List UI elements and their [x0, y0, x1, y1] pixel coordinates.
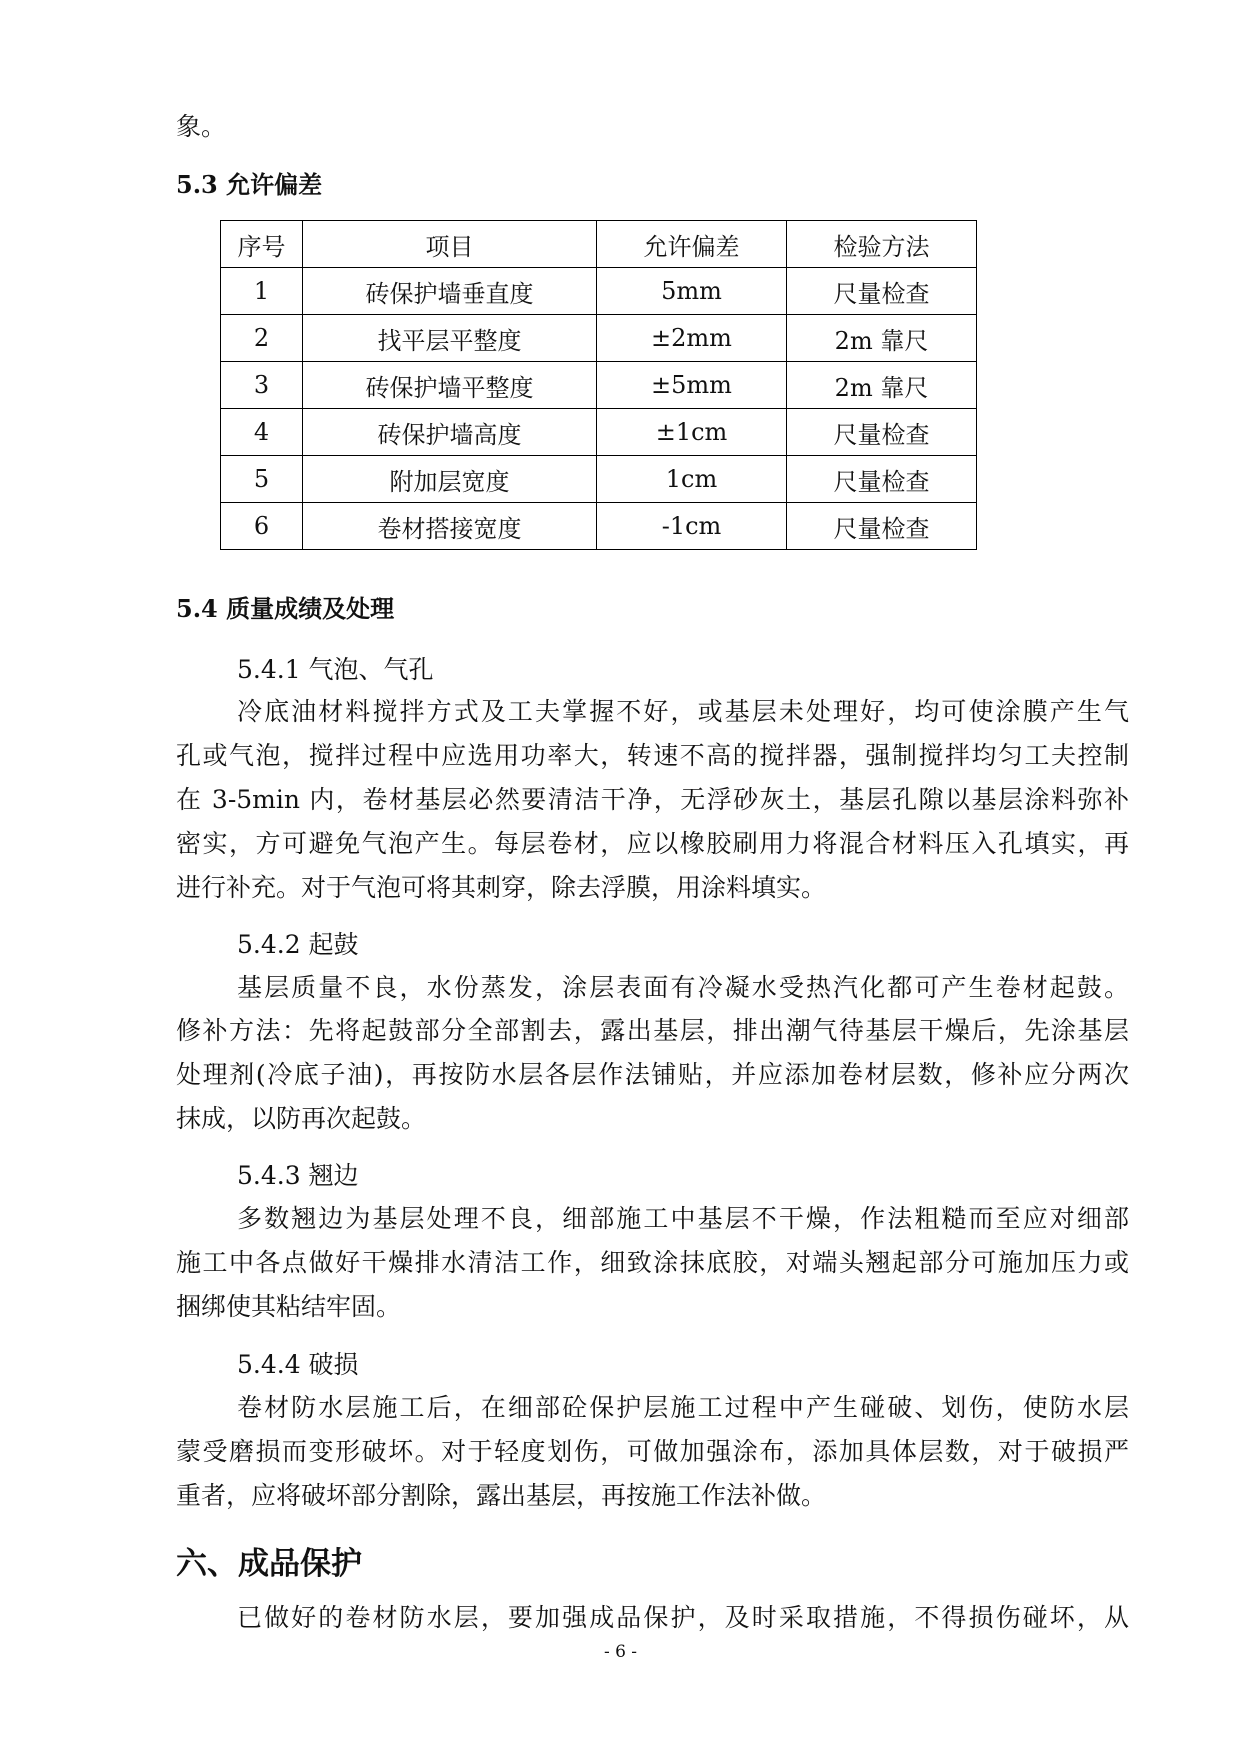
cell-item: 砖保护墙高度 — [303, 409, 597, 456]
cell-tolerance: ±2mm — [597, 315, 787, 362]
paragraph-line: 捆绑使其粘结牢固。 — [176, 1292, 402, 1321]
table-header-row — [221, 221, 977, 268]
cell-method: 2m 靠尺 — [787, 315, 977, 362]
paragraph-line: 已做好的卷材防水层，要加强成品保护，及时采取措施，不得损伤碰坏，从 — [237, 1603, 1129, 1632]
cell-index: 1 — [221, 268, 303, 315]
cell-method: 尺量检查 — [787, 456, 977, 503]
cell-item: 砖保护墙平整度 — [303, 362, 597, 409]
cell-index: 5 — [221, 456, 303, 503]
section-heading-5-3: 5.3 允许偏差 — [176, 170, 323, 199]
cell-tolerance: -1cm — [597, 503, 787, 550]
cell-index: 4 — [221, 409, 303, 456]
cell-index: 2 — [221, 315, 303, 362]
paragraph-line: 处理剂(冷底子油)，再按防水层各层作法铺贴，并应添加卷材层数，修补应分两次 — [176, 1060, 1129, 1089]
paragraph-line: 冷底油材料搅拌方式及工夫掌握不好，或基层未处理好，均可使涂膜产生气 — [237, 697, 1129, 726]
tolerance-table — [220, 220, 977, 550]
cell-tolerance: ±5mm — [597, 362, 787, 409]
paragraph-line: 蒙受磨损而变形破坏。对于轻度划伤，可做加强涂布，添加具体层数，对于破损严 — [176, 1437, 1129, 1466]
cell-item: 找平层平整度 — [303, 315, 597, 362]
header-index: 序号 — [221, 221, 303, 268]
cell-tolerance: 1cm — [597, 456, 787, 503]
header-tolerance: 允许偏差 — [597, 221, 787, 268]
cell-item: 附加层宽度 — [303, 456, 597, 503]
subsection-title-5-4-4: 5.4.4 破损 — [237, 1350, 359, 1379]
cell-item: 卷材搭接宽度 — [303, 503, 597, 550]
paragraph-line: 密实，方可避免气泡产生。每层卷材，应以橡胶刷用力将混合材料压入孔填实，再 — [176, 829, 1129, 858]
paragraph-line: 施工中各点做好干燥排水清洁工作，细致涂抹底胶，对端头翘起部分可施加压力或 — [176, 1248, 1129, 1277]
table-row — [221, 315, 977, 362]
paragraph-line: 进行补充。对于气泡可将其刺穿，除去浮膜，用涂料填实。 — [176, 873, 827, 902]
header-method: 检验方法 — [787, 221, 977, 268]
paragraph-line: 多数翘边为基层处理不良，细部施工中基层不干燥，作法粗糙而至应对细部 — [237, 1204, 1129, 1233]
cell-index: 6 — [221, 503, 303, 550]
paragraph-line: 基层质量不良，水份蒸发，涂层表面有冷凝水受热汽化都可产生卷材起鼓。 — [237, 973, 1129, 1002]
cell-method: 2m 靠尺 — [787, 362, 977, 409]
subsection-title-5-4-2: 5.4.2 起鼓 — [237, 930, 359, 959]
paragraph-line: 抹成，以防再次起鼓。 — [176, 1104, 427, 1133]
subsection-title-5-4-3: 5.4.3 翘边 — [237, 1161, 359, 1190]
table-row — [221, 409, 977, 456]
table-row — [221, 268, 977, 315]
chapter-heading-6: 六、成品保护 — [176, 1546, 362, 1582]
subsection-title-5-4-1: 5.4.1 气泡、气孔 — [237, 655, 434, 684]
cell-tolerance: 5mm — [597, 268, 787, 315]
page-number: - 6 - — [603, 1642, 638, 1662]
cell-tolerance: ±1cm — [597, 409, 787, 456]
paragraph-line: 修补方法：先将起鼓部分全部割去，露出基层，排出潮气待基层干燥后，先涂基层 — [176, 1016, 1129, 1045]
paragraph-continuation: 象。 — [176, 112, 227, 141]
paragraph-line: 卷材防水层施工后，在细部砼保护层施工过程中产生碰破、划伤，使防水层 — [237, 1393, 1129, 1422]
paragraph-line: 在 3-5min 内，卷材基层必然要清洁干净，无浮砂灰土，基层孔隙以基层涂料弥补 — [176, 785, 1129, 814]
paragraph-line: 重者，应将破坏部分割除，露出基层，再按施工作法补做。 — [176, 1481, 827, 1510]
section-heading-5-4: 5.4 质量成绩及处理 — [176, 594, 395, 623]
table-row — [221, 362, 977, 409]
cell-index: 3 — [221, 362, 303, 409]
table-row — [221, 503, 977, 550]
header-item: 项目 — [303, 221, 597, 268]
cell-method: 尺量检查 — [787, 268, 977, 315]
paragraph-line: 孔或气泡，搅拌过程中应选用功率大，转速不高的搅拌器，强制搅拌均匀工夫控制 — [176, 741, 1129, 770]
cell-item: 砖保护墙垂直度 — [303, 268, 597, 315]
table-row — [221, 456, 977, 503]
cell-method: 尺量检查 — [787, 503, 977, 550]
cell-method: 尺量检查 — [787, 409, 977, 456]
